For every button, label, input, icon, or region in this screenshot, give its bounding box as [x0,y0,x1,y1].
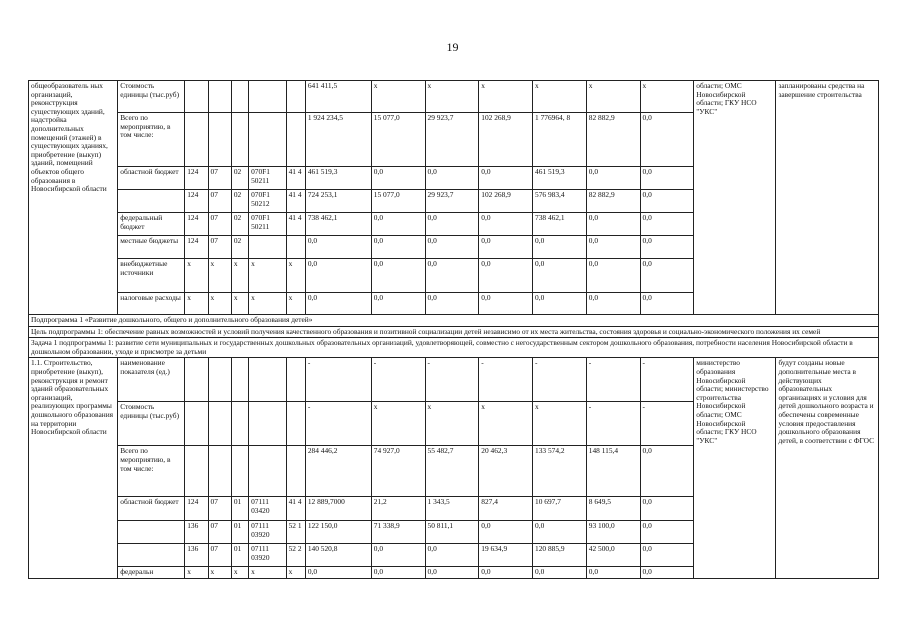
value-cell: 0,0 [640,113,694,167]
value-cell: 0,0 [305,293,371,315]
value-cell: x [208,567,231,579]
value-cell: 0,0 [533,293,587,315]
value-cell: 0,0 [479,236,533,259]
value-cell: 01 [231,497,248,521]
value-cell: 0,0 [586,293,640,315]
value-cell: 124 [185,236,208,259]
value-cell [286,446,305,497]
value-cell: 0,0 [586,259,640,293]
value-cell: 1 343,5 [425,497,479,521]
source-label-cell: Всего по мероприятию, в том числе: [118,113,185,167]
value-cell: 07 [208,521,231,544]
value-cell: - [640,358,694,402]
value-cell: 07 [208,236,231,259]
value-cell: x [479,402,533,446]
source-label-cell: Стоимость единицы (тыс.руб) [118,81,185,113]
value-cell: 0,0 [425,236,479,259]
value-cell: 070F1 50211 [249,167,287,190]
activity-cell: общеобразователь ных организаций, реконструкция существующих зданий, надстройка дополнительных помещений (этажей) в существующих зданиях, приобретение (выкуп) зданий, помещений объектов общего образования в Новосибирской области [29,81,118,315]
value-cell: x [286,293,305,315]
value-cell: 0,0 [586,167,640,190]
value-cell: 29 923,7 [425,190,479,213]
value-cell [185,81,208,113]
value-cell [249,81,287,113]
value-cell: - [586,402,640,446]
value-cell: x [185,293,208,315]
value-cell: 124 [185,497,208,521]
value-cell: 0,0 [371,259,425,293]
value-cell: x [208,293,231,315]
value-cell: 0,0 [533,521,587,544]
value-cell [249,113,287,167]
value-cell: 82 882,9 [586,113,640,167]
value-cell: 0,0 [371,167,425,190]
value-cell: 55 482,7 [425,446,479,497]
value-cell: 0,0 [586,567,640,579]
value-cell: x [425,402,479,446]
value-cell: 07 [208,544,231,567]
executor-cell: министерство образования Новосибирской области; министерство строительства Новосибирской области; ОМС Новосибирской области; ГКУ НСО "УКС" [694,358,776,579]
value-cell: 724 253,1 [305,190,371,213]
value-cell: 070F1 50211 [249,213,287,236]
value-cell: x [286,567,305,579]
value-cell: x [371,402,425,446]
value-cell: 124 [185,167,208,190]
value-cell: 0,0 [479,167,533,190]
value-cell [231,402,248,446]
value-cell: 0,0 [640,190,694,213]
value-cell: 07111 03920 [249,544,287,567]
value-cell [286,81,305,113]
source-label-cell: областной бюджет [118,167,185,190]
value-cell: 41 4 [286,167,305,190]
source-label-cell: федеральный бюджет [118,213,185,236]
page-number: 19 [446,40,459,54]
value-cell: 07111 03920 [249,521,287,544]
value-cell [286,402,305,446]
value-cell: 0,0 [640,259,694,293]
value-cell: 0,0 [586,213,640,236]
value-cell: 01 [231,544,248,567]
value-cell: 02 [231,213,248,236]
value-cell: 12 889,7000 [305,497,371,521]
value-cell: 74 927,0 [371,446,425,497]
value-cell: 102 268,9 [479,190,533,213]
activity-cell: 1.1. Строительство, приобретение (выкуп), реконструкция и ремонт зданий образовательных организаций, реализующих программы дошкольного образования на территории Новосибирской области [29,358,118,579]
value-cell: x [371,81,425,113]
value-cell: 82 882,9 [586,190,640,213]
value-cell: 0,0 [533,567,587,579]
result-cell: запланированы средства на завершение строительства [776,81,879,315]
value-cell [249,446,287,497]
value-cell: 0,0 [425,213,479,236]
value-cell [286,358,305,402]
value-cell: 0,0 [640,567,694,579]
value-cell: 41 4 [286,190,305,213]
value-cell: 0,0 [533,259,587,293]
value-cell: 136 [185,544,208,567]
subprogram-row [29,315,879,327]
value-cell: 0,0 [371,544,425,567]
source-label-cell [118,521,185,544]
program-table [28,80,879,579]
value-cell [208,81,231,113]
value-cell: 41 4 [286,497,305,521]
value-cell: 284 446,2 [305,446,371,497]
source-label-cell [118,190,185,213]
value-cell: x [249,259,287,293]
value-cell [231,113,248,167]
value-cell: x [249,293,287,315]
source-label-cell: Всего по мероприятию, в том числе: [118,446,185,497]
value-cell: 07 [208,497,231,521]
value-cell: 02 [231,236,248,259]
value-cell: 15 077,0 [371,190,425,213]
value-cell: 0,0 [305,236,371,259]
source-label-cell: федеральн [118,567,185,579]
source-label-cell: местные бюджеты [118,236,185,259]
value-cell: 01 [231,521,248,544]
value-cell: 576 983,4 [533,190,587,213]
value-cell: 0,0 [305,567,371,579]
value-cell [185,402,208,446]
value-cell: x [231,567,248,579]
value-cell [231,358,248,402]
value-cell: x [185,259,208,293]
value-cell: 133 574,2 [533,446,587,497]
value-cell: 0,0 [479,293,533,315]
value-cell: x [425,81,479,113]
value-cell: 19 634,9 [479,544,533,567]
value-cell: 0,0 [425,567,479,579]
value-cell: 0,0 [640,167,694,190]
executor-cell: области; ОМС Новосибирской области; ГКУ НСО "УКС" [694,81,776,315]
value-cell: 122 150,0 [305,521,371,544]
value-cell: 0,0 [371,236,425,259]
value-cell: x [208,259,231,293]
value-cell: - [640,402,694,446]
task-row [29,338,879,358]
value-cell: 124 [185,190,208,213]
value-cell: 140 520,8 [305,544,371,567]
value-cell: 07 [208,190,231,213]
value-cell: 0,0 [371,293,425,315]
value-cell: 0,0 [305,259,371,293]
value-cell [208,358,231,402]
value-cell: 1 776964, 8 [533,113,587,167]
value-cell: - [371,358,425,402]
value-cell: x [533,81,587,113]
value-cell [286,236,305,259]
value-cell: x [249,567,287,579]
goal-row [29,326,879,338]
value-cell: 21,2 [371,497,425,521]
value-cell: 07 [208,167,231,190]
value-cell: 20 462,3 [479,446,533,497]
value-cell: 124 [185,213,208,236]
result-cell: будут созданы новые дополнительные места в действующих образовательных организациях и условия для детей дошкольного возраста и обеспечены современные условия предоставления дошкольного образования детей, в соответствии с ФГОС [776,358,879,579]
value-cell [208,113,231,167]
value-cell: 0,0 [640,213,694,236]
table-row [29,81,879,113]
value-cell: 148 115,4 [586,446,640,497]
value-cell: x [231,259,248,293]
value-cell [208,446,231,497]
value-cell: 52 1 [286,521,305,544]
value-cell: x [286,259,305,293]
value-cell: 07111 03420 [249,497,287,521]
value-cell: 0,0 [479,567,533,579]
value-cell: 8 649,5 [586,497,640,521]
value-cell [286,113,305,167]
value-cell: 0,0 [586,236,640,259]
value-cell: 0,0 [640,236,694,259]
value-cell: 102 268,9 [479,113,533,167]
value-cell: 0,0 [640,521,694,544]
value-cell: 0,0 [371,567,425,579]
value-cell: 02 [231,190,248,213]
value-cell: - [425,358,479,402]
value-cell: 461 519,3 [305,167,371,190]
value-cell: 52 2 [286,544,305,567]
value-cell: 120 885,9 [533,544,587,567]
value-cell: 15 077,0 [371,113,425,167]
value-cell [231,81,248,113]
value-cell: 0,0 [479,213,533,236]
value-cell: 0,0 [533,236,587,259]
value-cell: - [305,402,371,446]
value-cell: 02 [231,167,248,190]
value-cell: 827,4 [479,497,533,521]
task-text: Задача 1 подпрограммы 1: развитие сети муниципальных и государственных дошкольных образовательных организаций, удовлетворяющей, совместно с негосударственным сектором дошкольного образования, потребности населения Новосибирской области в дошкольном образовании, уходе и присмотре за детьми [29,338,879,358]
value-cell [249,358,287,402]
value-cell: 0,0 [640,293,694,315]
value-cell: x [586,81,640,113]
value-cell: 93 100,0 [586,521,640,544]
value-cell: - [586,358,640,402]
value-cell: 41 4 [286,213,305,236]
value-cell: 1 924 234,5 [305,113,371,167]
value-cell: 50 811,1 [425,521,479,544]
value-cell: 738 462,1 [533,213,587,236]
value-cell [231,446,248,497]
value-cell: 0,0 [479,521,533,544]
value-cell: 0,0 [371,213,425,236]
value-cell [249,236,287,259]
source-label-cell: Стоимость единицы (тыс.руб) [118,402,185,446]
value-cell: 136 [185,521,208,544]
subprogram-title: Подпрограмма 1 «Развитие дошкольного, общего и дополнительного образования детей» [29,315,879,327]
value-cell: x [185,567,208,579]
value-cell [185,446,208,497]
value-cell: 641 411,5 [305,81,371,113]
value-cell: x [479,81,533,113]
source-label-cell: областной бюджет [118,497,185,521]
source-label-cell: внебюджетные источники [118,259,185,293]
value-cell: 10 697,7 [533,497,587,521]
value-cell [249,402,287,446]
value-cell: x [533,402,587,446]
value-cell: 0,0 [640,544,694,567]
source-label-cell [118,544,185,567]
table-row [29,358,879,402]
value-cell: x [231,293,248,315]
value-cell [185,113,208,167]
value-cell: - [479,358,533,402]
value-cell: 738 462,1 [305,213,371,236]
value-cell: 0,0 [640,497,694,521]
value-cell: 461 519,3 [533,167,587,190]
value-cell: 0,0 [479,259,533,293]
value-cell: 0,0 [425,167,479,190]
value-cell: 42 500,0 [586,544,640,567]
value-cell: 07 [208,213,231,236]
value-cell: 0,0 [425,259,479,293]
value-cell: - [305,358,371,402]
value-cell: x [640,81,694,113]
value-cell: 0,0 [640,446,694,497]
value-cell [185,358,208,402]
value-cell: 71 338,9 [371,521,425,544]
goal-text: Цель подпрограммы 1: обеспечение равных возможностей и условий получения качественного образования и позитивной социализации детей независимо от их места жительства, состояния здоровья и социально-экономического положения их семей [29,326,879,338]
value-cell: - [533,358,587,402]
value-cell: 070F1 50212 [249,190,287,213]
source-label-cell: наименование показателя (ед.) [118,358,185,402]
source-label-cell: налоговые расходы [118,293,185,315]
value-cell: 0,0 [425,544,479,567]
value-cell [208,402,231,446]
value-cell: 29 923,7 [425,113,479,167]
value-cell: 0,0 [425,293,479,315]
